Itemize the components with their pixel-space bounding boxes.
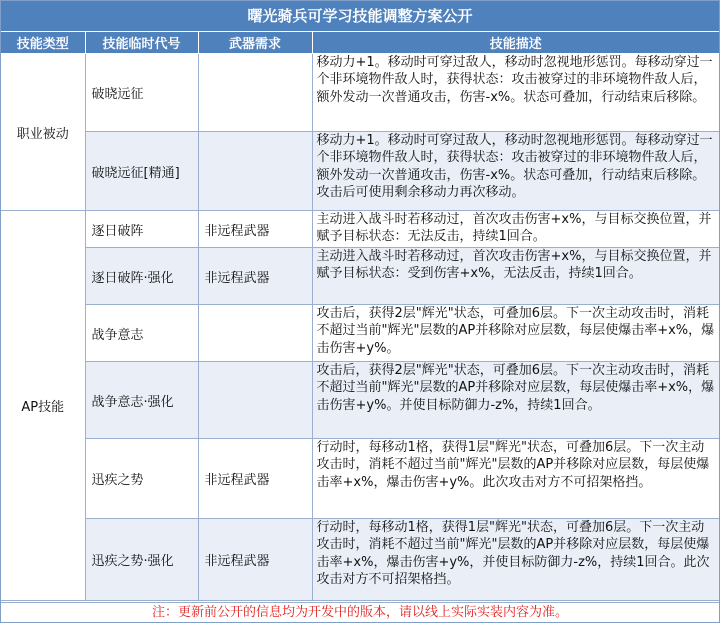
skill-description: 主动进入战斗时若移动过，首次攻击伤害+x%，与目标交换位置，并赋予目标状态：无法反击，持续1回合。 xyxy=(312,211,719,248)
table-row xyxy=(1,54,719,132)
table-row xyxy=(1,519,719,601)
skill-description: 攻击后，获得2层"辉光"状态，可叠加6层。下一次主动攻击时，消耗不超过当前"辉光"层数的AP并移除对应层数，每层使爆击率+x%，爆击伤害+y%。并使目标防御力-z%，持续1回合。 xyxy=(312,362,719,439)
skill-name: 破晓远征[精通] xyxy=(85,132,198,211)
skill-name: 逐日破阵·强化 xyxy=(85,248,198,305)
weapon-requirement xyxy=(198,54,312,132)
skill-name: 战争意志 xyxy=(85,305,198,362)
skill-name: 迅疾之势 xyxy=(85,439,198,519)
skill-name: 迅疾之势·强化 xyxy=(85,519,198,601)
table-row xyxy=(1,439,719,519)
weapon-requirement: 非远程武器 xyxy=(198,439,312,519)
skill-name: 战争意志·强化 xyxy=(85,362,198,439)
column-header-code: 技能临时代号 xyxy=(85,32,198,54)
skill-description: 主动进入战斗时若移动过，首次攻击伤害+x%，与目标交换位置，并赋予目标状态：受到伤害+x%，无法反击，持续1回合。 xyxy=(312,248,719,305)
table-header-row xyxy=(1,32,719,54)
skill-description: 行动时，每移动1格，获得1层"辉光"状态，可叠加6层。下一次主动攻击时，消耗不超过当前"辉光"层数的AP并移除对应层数，每层使爆击率+x%，爆击伤害+y%。此次攻击对方不可招架格挡。 xyxy=(312,439,719,519)
table-row xyxy=(1,248,719,305)
skill-description: 行动时，每移动1格，获得1层"辉光"状态，可叠加6层。下一次主动攻击时，消耗不超过当前"辉光"层数的AP并移除对应层数，每层使爆击率+x%，爆击伤害+y%，并使目标防御力-z%，持续1回合。此次攻击对方不可招架格挡。 xyxy=(312,519,719,601)
skill-name: 逐日破阵 xyxy=(85,211,198,248)
table-row xyxy=(1,132,719,211)
weapon-requirement xyxy=(198,132,312,211)
column-header-type: 技能类型 xyxy=(1,32,85,54)
skill-description: 移动力+1。移动时可穿过敌人，移动时忽视地形惩罚。每移动穿过一个非环境物件敌人时，获得状态：攻击被穿过的非环境物件敌人后，额外发动一次普通攻击，伤害-x%。状态可叠加，行动结束后移除。 xyxy=(312,54,719,132)
group-career-passive: 职业被动 xyxy=(1,54,85,211)
skill-name: 破晓远征 xyxy=(85,54,198,132)
group-ap-skill: AP技能 xyxy=(1,211,85,601)
table-row xyxy=(1,362,719,439)
column-header-weapon: 武器需求 xyxy=(198,32,312,54)
sheet-title: 曙光骑兵可学习技能调整方案公开 xyxy=(1,1,719,32)
skills-table xyxy=(1,32,719,601)
footer-note: 注：更新前公开的信息均为开发中的版本，请以线上实际实装内容为准。 xyxy=(1,602,719,622)
skill-description: 移动力+1。移动时可穿过敌人，移动时忽视地形惩罚。每移动穿过一个非环境物件敌人时，获得状态：攻击被穿过的非环境物件敌人后，额外发动一次普通攻击，伤害-x%。状态可叠加，行动结束后移除。攻击后可使用剩余移动力再次移动。 xyxy=(312,132,719,211)
table-row xyxy=(1,305,719,362)
skill-description: 攻击后，获得2层"辉光"状态，可叠加6层。下一次主动攻击时，消耗不超过当前"辉光"层数的AP并移除对应层数，每层使爆击率+x%，爆击伤害+y%。 xyxy=(312,305,719,362)
weapon-requirement: 非远程武器 xyxy=(198,248,312,305)
weapon-requirement xyxy=(198,362,312,439)
table-row xyxy=(1,211,719,248)
weapon-requirement: 非远程武器 xyxy=(198,519,312,601)
weapon-requirement: 非远程武器 xyxy=(198,211,312,248)
weapon-requirement xyxy=(198,305,312,362)
column-header-desc: 技能描述 xyxy=(312,32,719,54)
